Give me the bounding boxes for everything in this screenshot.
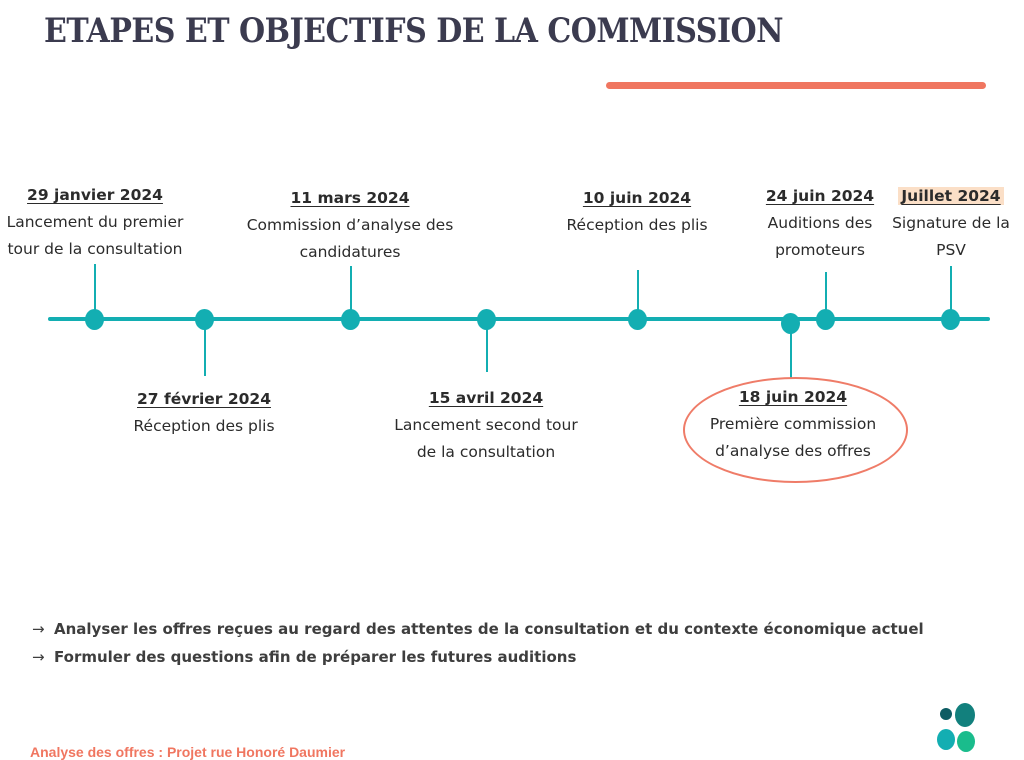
- timeline-stem: [637, 270, 639, 314]
- event-date: 24 juin 2024: [765, 187, 875, 205]
- objectives-list: [32, 615, 924, 671]
- event-description: Réception des plis: [566, 216, 708, 234]
- event-date: 27 février 2024: [137, 390, 271, 408]
- objective-text: Formuler des questions afin de préparer les futures auditions: [54, 648, 577, 666]
- event-date: 15 avril 2024: [428, 389, 544, 407]
- timeline-event: [230, 185, 470, 266]
- timeline-dot: [628, 309, 647, 330]
- timeline-stem: [350, 266, 352, 314]
- objective-item: [32, 643, 924, 671]
- event-date: [885, 183, 1017, 210]
- footer-caption: Analyse des offres : Projet rue Honoré Daumier: [30, 744, 346, 760]
- timeline-event: [758, 183, 882, 264]
- timeline-event: [693, 384, 893, 465]
- timeline-dot: [941, 309, 960, 330]
- event-description-highlight: Signature de la PSV: [892, 214, 1010, 259]
- event-date: 10 juin 2024: [582, 189, 692, 207]
- event-description: [885, 210, 1017, 264]
- timeline-dot: [816, 309, 835, 330]
- timeline-event: [0, 182, 190, 263]
- logo-dot: [937, 729, 955, 750]
- timeline-dot: [781, 313, 800, 334]
- event-description: Lancement second tour de la consultation: [394, 416, 578, 461]
- timeline-axis: [48, 317, 990, 321]
- event-date-highlight: Juillet 2024: [898, 187, 1003, 205]
- logo-dot: [957, 731, 975, 752]
- timeline-stem: [204, 326, 206, 376]
- timeline-event: [376, 385, 596, 466]
- arrow-right-icon: →: [32, 648, 45, 666]
- page-title: ETAPES ET OBJECTIFS DE LA COMMISSION: [44, 12, 784, 52]
- event-date: 11 mars 2024: [290, 189, 410, 207]
- logo-dot: [955, 703, 975, 727]
- event-description: Commission d’analyse des candidatures: [246, 216, 454, 261]
- objective-text: Analyser les offres reçues au regard des attentes de la consultation et du contexte économique actuel: [54, 620, 924, 638]
- event-description: Auditions des promoteurs: [767, 214, 873, 259]
- timeline-stem: [950, 266, 952, 314]
- event-description: Réception des plis: [133, 417, 275, 435]
- event-description: Lancement du premier tour de la consultation: [6, 213, 184, 258]
- timeline-stem: [486, 326, 488, 372]
- title-accent-bar: [606, 82, 986, 89]
- timeline-dot: [477, 309, 496, 330]
- objective-item: [32, 615, 924, 643]
- timeline-dot: [85, 309, 104, 330]
- timeline-dot: [195, 309, 214, 330]
- event-date: 29 janvier 2024: [27, 186, 163, 204]
- event-date: 18 juin 2024: [738, 388, 848, 406]
- timeline-dot: [341, 309, 360, 330]
- timeline-stem: [94, 264, 96, 314]
- timeline-stem: [825, 272, 827, 314]
- arrow-right-icon: →: [32, 620, 45, 638]
- timeline-event: [547, 185, 727, 239]
- timeline-event: [104, 386, 304, 440]
- logo-dot: [940, 708, 952, 720]
- event-description: Première commission d’analyse des offres: [709, 415, 877, 460]
- timeline-event: [885, 183, 1017, 264]
